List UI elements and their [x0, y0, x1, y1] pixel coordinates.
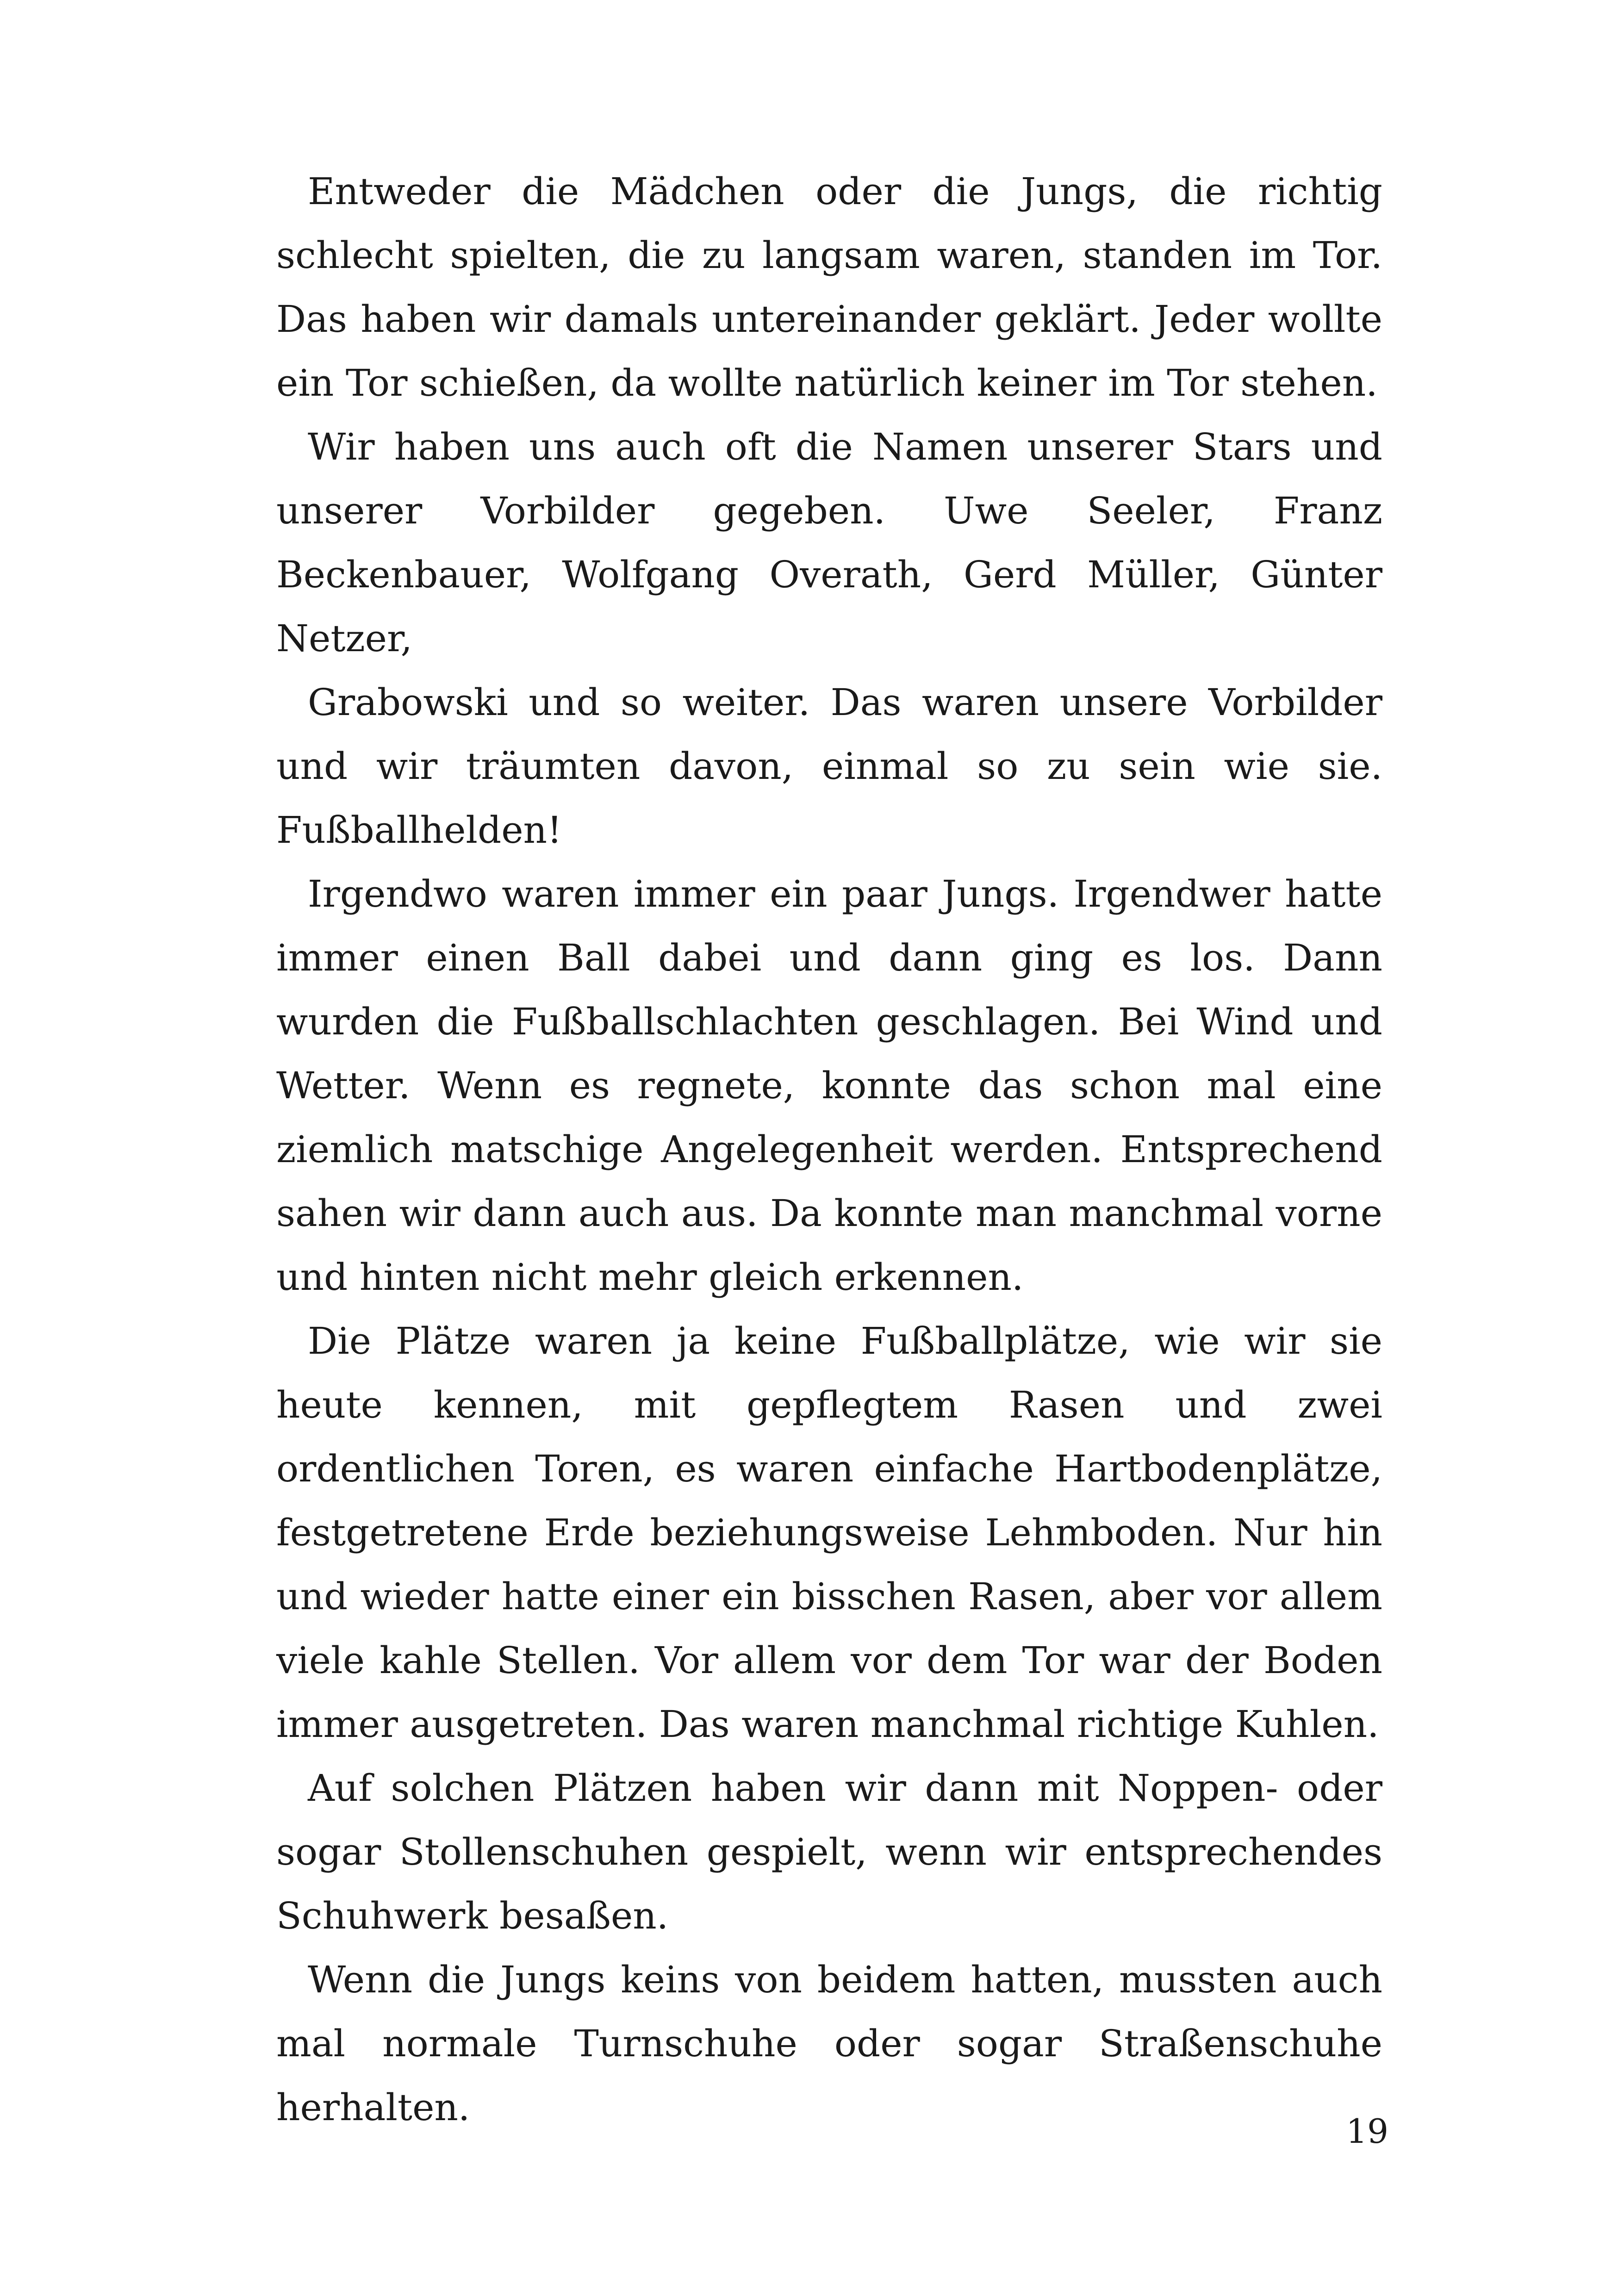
- paragraph-3: Grabowski und so weiter. Das waren unsere Vorbilder und wir träumten davon, einmal so zu sein wie sie. Fußballhelden!: [276, 681, 1382, 852]
- body-text: [276, 160, 1382, 2140]
- page-number: 19: [1346, 2112, 1388, 2151]
- paragraph-4: Irgendwo waren immer ein paar Jungs. Irgendwer hatte immer einen Ball dabei und dann ging es los. Dann wurden die Fußballschlachten geschlagen. Bei Wind und Wetter. Wenn es regnete, konnte das schon mal eine ziemlich matschige Angelegenheit werden. Entsprechend sahen wir dann auch aus. Da konnte man manchmal vorne und hinten nicht mehr gleich erkennen.: [276, 872, 1382, 1299]
- paragraph-5: Die Plätze waren ja keine Fußballplätze, wie wir sie heute kennen, mit gepflegtem Rasen und zwei ordentlichen Toren, es waren einfache Hartbodenplätze, festgetretene Erde beziehungsweise Lehmboden. Nur hin und wieder hatte einer ein bisschen Rasen, aber vor allem viele kahle Stellen. Vor allem vor dem Tor war der Boden immer ausgetreten. Das waren manchmal richtige Kuhlen.: [276, 1319, 1382, 1746]
- paragraph-2: Wir haben uns auch oft die Namen unserer Stars und unserer Vorbilder gegeben. Uwe Seeler, Franz Beckenbauer, Wolfgang Overath, Gerd Müller, Günter Netzer,: [276, 425, 1382, 660]
- paragraph-1: Entweder die Mädchen oder die Jungs, die richtig schlecht spielten, die zu langsam waren, standen im Tor. Das haben wir damals untereinander geklärt. Jeder wollte ein Tor schießen, da wollte natürlich keiner im Tor stehen.: [276, 170, 1382, 404]
- paragraph-7: Wenn die Jungs keins von beidem hatten, mussten auch mal normale Turnschuhe oder sogar Straßenschuhe herhalten.: [276, 1958, 1382, 2129]
- paragraph-6: Auf solchen Plätzen haben wir dann mit Noppen- oder sogar Stollenschuhen gespielt, wenn wir entsprechendes Schuhwerk besaßen.: [276, 1767, 1382, 1937]
